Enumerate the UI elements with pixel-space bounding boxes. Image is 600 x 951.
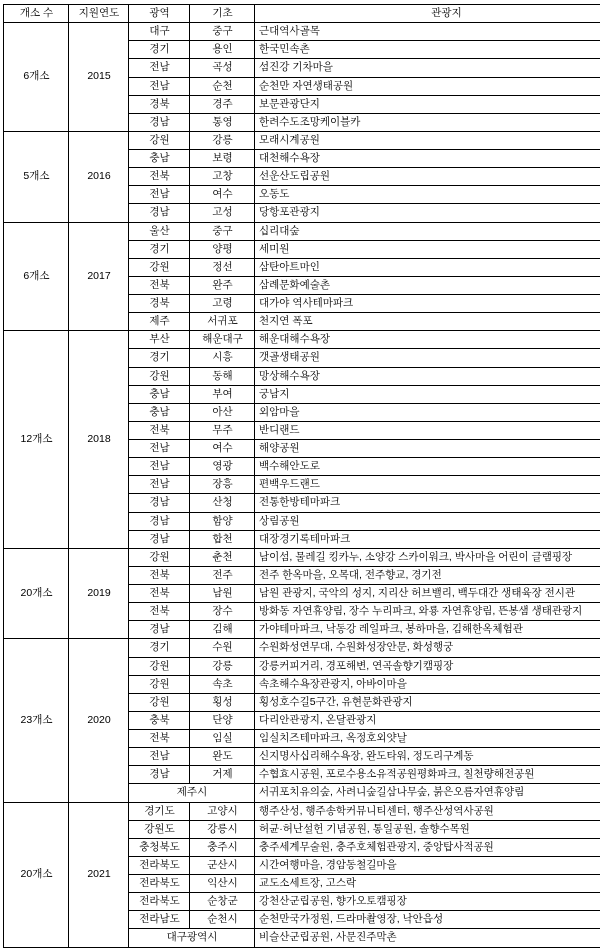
- region-cell: 대구광역시: [129, 929, 255, 947]
- spot-cell: 당항포관광지: [255, 204, 600, 222]
- table-row: [4, 23, 600, 41]
- region-cell: 전라남도: [129, 911, 190, 929]
- base-cell: 용인: [190, 41, 255, 59]
- base-cell: 강릉시: [190, 820, 255, 838]
- group-count-cell: 6개소: [4, 222, 69, 331]
- table-header-row: [4, 5, 600, 23]
- region-cell: 충남: [129, 403, 190, 421]
- base-cell: 여수: [190, 440, 255, 458]
- group-year-cell: 2019: [69, 548, 129, 639]
- base-cell: 완주: [190, 276, 255, 294]
- region-cell: 전북: [129, 603, 190, 621]
- spot-cell: 대가야 역사테마파크: [255, 295, 600, 313]
- base-cell: 부여: [190, 385, 255, 403]
- region-cell: 전남: [129, 458, 190, 476]
- region-cell: 전남: [129, 440, 190, 458]
- spot-cell: 교도소세트장, 고스락: [255, 875, 600, 893]
- region-cell: 전남: [129, 748, 190, 766]
- spot-cell: 방화동 자연휴양림, 장수 누리파크, 와룡 자연휴양림, 뜬봉샘 생태관광지: [255, 603, 600, 621]
- table-row: [4, 331, 600, 349]
- base-cell: 서귀포: [190, 313, 255, 331]
- region-cell: 전남: [129, 476, 190, 494]
- base-cell: 중구: [190, 222, 255, 240]
- region-cell: 경기: [129, 240, 190, 258]
- spot-cell: 수협효시공원, 포로수용소유적공원평화파크, 칠천량해전공원: [255, 766, 600, 784]
- base-cell: 충주시: [190, 838, 255, 856]
- base-cell: 거제: [190, 766, 255, 784]
- spot-cell: 임실치즈테마파크, 옥정호외얏날: [255, 730, 600, 748]
- spot-cell: 모래시계공원: [255, 131, 600, 149]
- region-cell: 경남: [129, 621, 190, 639]
- region-cell: 강원도: [129, 820, 190, 838]
- region-cell: 강원: [129, 367, 190, 385]
- spot-cell: 충주세계무술원, 충주호체험관광지, 중앙탑사적공원: [255, 838, 600, 856]
- spot-cell: 비슬산군립공원, 사문진주막촌: [255, 929, 600, 947]
- spot-cell: 한국민속촌: [255, 41, 600, 59]
- spot-cell: 시간여행마을, 경암동철길마을: [255, 856, 600, 874]
- region-cell: 대구: [129, 23, 190, 41]
- group-year-cell: 2018: [69, 331, 129, 549]
- spot-cell: 행주산성, 행주송학커뮤니티센터, 행주산성역사공원: [255, 802, 600, 820]
- spot-cell: 편백우드랜드: [255, 476, 600, 494]
- region-cell: 경기도: [129, 802, 190, 820]
- spot-cell: 남이섬, 물레길 킹카누, 소양강 스카이워크, 박사마을 어린이 글램핑장: [255, 548, 600, 566]
- region-cell: 강원: [129, 657, 190, 675]
- base-cell: 순창군: [190, 893, 255, 911]
- base-cell: 익산시: [190, 875, 255, 893]
- spot-cell: 갯골생태공원: [255, 349, 600, 367]
- base-cell: 강릉: [190, 657, 255, 675]
- spot-cell: 순천만 자연생태공원: [255, 77, 600, 95]
- region-cell: 경북: [129, 95, 190, 113]
- base-cell: 해운대구: [190, 331, 255, 349]
- group-count-cell: 20개소: [4, 802, 69, 947]
- base-cell: 강릉: [190, 131, 255, 149]
- base-cell: 군산시: [190, 856, 255, 874]
- region-cell: 부산: [129, 331, 190, 349]
- group-year-cell: 2015: [69, 23, 129, 132]
- spot-cell: 반디랜드: [255, 421, 600, 439]
- spot-cell: 선운산도립공원: [255, 168, 600, 186]
- spot-cell: 천지연 폭포: [255, 313, 600, 331]
- region-cell: 충남: [129, 150, 190, 168]
- spot-cell: 전주 한옥마을, 오목대, 전주향교, 경기전: [255, 566, 600, 584]
- spot-cell: 강릉커피거리, 경포해변, 연곡솔향기캠핑장: [255, 657, 600, 675]
- region-cell: 경남: [129, 530, 190, 548]
- region-cell: 울산: [129, 222, 190, 240]
- region-cell: 제주시: [129, 784, 255, 802]
- spot-cell: 한려수도조망케이블카: [255, 113, 600, 131]
- group-year-cell: 2016: [69, 131, 129, 222]
- base-cell: 단양: [190, 711, 255, 729]
- column-header: 개소 수: [4, 5, 69, 23]
- base-cell: 남원: [190, 585, 255, 603]
- spot-cell: 섬진강 기차마을: [255, 59, 600, 77]
- spot-cell: 대장경기록테마파크: [255, 530, 600, 548]
- base-cell: 춘천: [190, 548, 255, 566]
- column-header: 지원연도: [69, 5, 129, 23]
- base-cell: 고양시: [190, 802, 255, 820]
- base-cell: 중구: [190, 23, 255, 41]
- table-row: [4, 802, 600, 820]
- table-row: [4, 548, 600, 566]
- region-cell: 경북: [129, 295, 190, 313]
- spot-cell: 삼탄아트마인: [255, 258, 600, 276]
- tourism-support-table: [3, 4, 600, 948]
- region-cell: 강원: [129, 548, 190, 566]
- base-cell: 수원: [190, 639, 255, 657]
- group-count-cell: 12개소: [4, 331, 69, 549]
- region-cell: 전라북도: [129, 875, 190, 893]
- spot-cell: 횡성호수길5구간, 유현문화관광지: [255, 693, 600, 711]
- base-cell: 순천시: [190, 911, 255, 929]
- region-cell: 경남: [129, 494, 190, 512]
- region-cell: 충청북도: [129, 838, 190, 856]
- spot-cell: 수원화성연무대, 수원화성장안문, 화성행궁: [255, 639, 600, 657]
- column-header: 광역: [129, 5, 190, 23]
- spot-cell: 세미원: [255, 240, 600, 258]
- spot-cell: 망상해수욕장: [255, 367, 600, 385]
- region-cell: 전북: [129, 566, 190, 584]
- region-cell: 경기: [129, 349, 190, 367]
- region-cell: 전북: [129, 168, 190, 186]
- spot-cell: 허균·허난설헌 기념공원, 통일공원, 솔향수목원: [255, 820, 600, 838]
- base-cell: 여수: [190, 186, 255, 204]
- group-year-cell: 2020: [69, 639, 129, 802]
- region-cell: 전라북도: [129, 893, 190, 911]
- base-cell: 고창: [190, 168, 255, 186]
- spot-cell: 보문관광단지: [255, 95, 600, 113]
- base-cell: 고령: [190, 295, 255, 313]
- base-cell: 통영: [190, 113, 255, 131]
- base-cell: 보령: [190, 150, 255, 168]
- table-row: [4, 222, 600, 240]
- base-cell: 순천: [190, 77, 255, 95]
- base-cell: 아산: [190, 403, 255, 421]
- table-row: [4, 639, 600, 657]
- spot-cell: 순천만국가정원, 드라마촬영장, 낙안읍성: [255, 911, 600, 929]
- base-cell: 합천: [190, 530, 255, 548]
- spot-cell: 외암마을: [255, 403, 600, 421]
- region-cell: 강원: [129, 675, 190, 693]
- spot-cell: 오동도: [255, 186, 600, 204]
- base-cell: 장수: [190, 603, 255, 621]
- region-cell: 전북: [129, 276, 190, 294]
- spot-cell: 대천해수욕장: [255, 150, 600, 168]
- base-cell: 산청: [190, 494, 255, 512]
- base-cell: 완도: [190, 748, 255, 766]
- base-cell: 동해: [190, 367, 255, 385]
- region-cell: 경기: [129, 41, 190, 59]
- base-cell: 김해: [190, 621, 255, 639]
- region-cell: 경남: [129, 512, 190, 530]
- base-cell: 속초: [190, 675, 255, 693]
- column-header: 기초: [190, 5, 255, 23]
- base-cell: 장흥: [190, 476, 255, 494]
- region-cell: 전남: [129, 59, 190, 77]
- spot-cell: 남원 관광지, 국악의 성지, 지리산 허브밸리, 백두대간 생태육장 전시관: [255, 585, 600, 603]
- region-cell: 전북: [129, 585, 190, 603]
- region-cell: 경기: [129, 639, 190, 657]
- spot-cell: 가야테마파크, 낙동강 레일파크, 봉하마을, 김해한옥체험관: [255, 621, 600, 639]
- base-cell: 정선: [190, 258, 255, 276]
- region-cell: 충북: [129, 711, 190, 729]
- region-cell: 강원: [129, 258, 190, 276]
- group-count-cell: 20개소: [4, 548, 69, 639]
- spot-cell: 삼례문화예술촌: [255, 276, 600, 294]
- spot-cell: 속초해수욕장관광지, 아바이마을: [255, 675, 600, 693]
- base-cell: 전주: [190, 566, 255, 584]
- region-cell: 충남: [129, 385, 190, 403]
- spot-cell: 백수해안도로: [255, 458, 600, 476]
- spot-cell: 전통한방테마파크: [255, 494, 600, 512]
- base-cell: 영광: [190, 458, 255, 476]
- spot-cell: 강천산군립공원, 향가오토캠핑장: [255, 893, 600, 911]
- spot-cell: 궁남지: [255, 385, 600, 403]
- region-cell: 전북: [129, 421, 190, 439]
- base-cell: 양평: [190, 240, 255, 258]
- base-cell: 곡성: [190, 59, 255, 77]
- spot-cell: 다리안관광지, 온달관광지: [255, 711, 600, 729]
- spot-cell: 상림공원: [255, 512, 600, 530]
- region-cell: 전북: [129, 730, 190, 748]
- table-row: [4, 131, 600, 149]
- base-cell: 임실: [190, 730, 255, 748]
- spot-cell: 서귀포치유의숲, 사려니숲길삼나무숲, 붉은오름자연휴양림: [255, 784, 600, 802]
- region-cell: 경남: [129, 113, 190, 131]
- base-cell: 고성: [190, 204, 255, 222]
- group-count-cell: 5개소: [4, 131, 69, 222]
- base-cell: 무주: [190, 421, 255, 439]
- base-cell: 시흥: [190, 349, 255, 367]
- region-cell: 전남: [129, 186, 190, 204]
- region-cell: 제주: [129, 313, 190, 331]
- base-cell: 횡성: [190, 693, 255, 711]
- spot-cell: 해운대해수욕장: [255, 331, 600, 349]
- group-year-cell: 2021: [69, 802, 129, 947]
- region-cell: 강원: [129, 693, 190, 711]
- region-cell: 전남: [129, 77, 190, 95]
- group-count-cell: 6개소: [4, 23, 69, 132]
- spot-cell: 십리대숲: [255, 222, 600, 240]
- region-cell: 전라북도: [129, 856, 190, 874]
- spot-cell: 해양공원: [255, 440, 600, 458]
- spot-cell: 근대역사골목: [255, 23, 600, 41]
- group-count-cell: 23개소: [4, 639, 69, 802]
- group-year-cell: 2017: [69, 222, 129, 331]
- base-cell: 함양: [190, 512, 255, 530]
- region-cell: 경남: [129, 204, 190, 222]
- base-cell: 경주: [190, 95, 255, 113]
- spot-cell: 신지명사십리해수욕장, 완도타워, 정도리구계동: [255, 748, 600, 766]
- region-cell: 경남: [129, 766, 190, 784]
- column-header: 관광지: [255, 5, 600, 23]
- region-cell: 강원: [129, 131, 190, 149]
